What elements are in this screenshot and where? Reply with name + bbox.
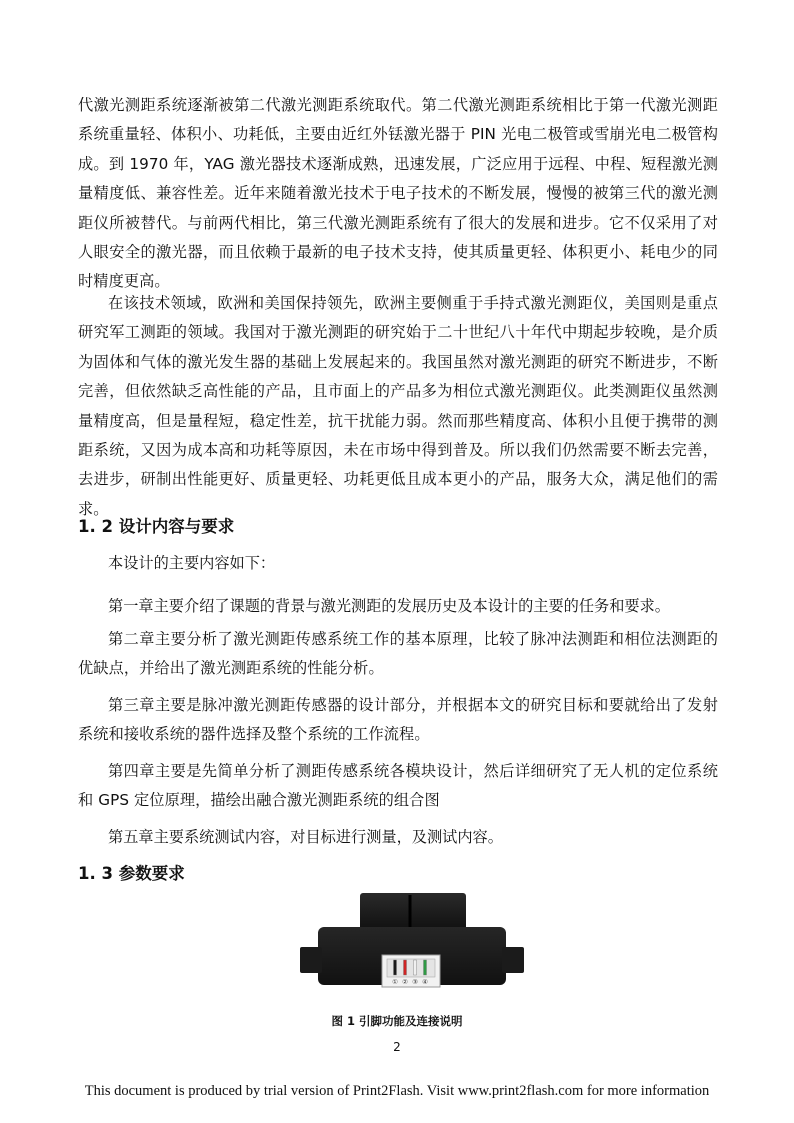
lidar-sensor-illustration	[298, 893, 526, 993]
pin-label: ②	[402, 978, 408, 986]
section-heading-design-content: 1. 2 设计内容与要求	[78, 517, 235, 536]
figure-caption: 图 1 引脚功能及连接说明	[331, 1014, 463, 1028]
paragraph-domestic-status: 在该技术领域，欧洲和美国保持领先，欧洲主要侧重于手持式激光测距仪，美国则是重点研究军工测距的领域。我国对于激光测距的研究始于二十世纪八十年代中期起步较晚，是介质为固体和气体的激光发生器的基础上发展起来的。我国虽然对激光测距的研究不断进步，不断完善，但依然缺乏高性能的产品，且市面上的产品多为相位式激光测距仪。此类测距仪虽然测量精度高，但是量程短，稳定性差，抗干扰能力弱。然而那些精度高、体积小且便于携带的测距系统，又因为成本高和功耗等原因，未在市场中得到普及。所以我们仍然需要不断去完善，去进步，研制出性能更好、质量更轻、功耗更低且成本更小的产品，服务大众，满足他们的需求。	[78, 294, 718, 518]
chapter-2-summary: 第二章主要分析了激光测距传感系统工作的基本原理，比较了脉冲法测距和相位法测距的优缺点，并给出了激光测距系统的性能分析。	[78, 630, 718, 678]
page-number: 2	[393, 1040, 401, 1054]
left-mount-tab	[300, 947, 322, 973]
chapter-4-summary: 第四章主要是先简单分析了测距传感系统各模块设计，然后详细研究了无人机的定位系统和 GPS 定位原理，描绘出融合激光测距系统的组合图	[78, 762, 718, 810]
connector-wire	[424, 960, 427, 975]
sensor-module-figure	[298, 893, 526, 993]
connector-wire	[404, 960, 407, 975]
chapter-5-summary: 第五章主要系统测试内容，对目标进行测量，及测试内容。	[108, 828, 503, 846]
connector-wire	[394, 960, 397, 975]
chapter-1-summary: 第一章主要介绍了课题的背景与激光测距的发展历史及本设计的主要的任务和要求。	[108, 597, 670, 615]
connector-wire	[414, 960, 417, 975]
pin-label: ③	[412, 978, 418, 986]
chapter-3-summary: 第三章主要是脉冲激光测距传感器的设计部分，并根据本文的研究目标和要就给出了发射系统和接收系统的器件选择及整个系统的工作流程。	[78, 696, 718, 744]
pin-label: ④	[422, 978, 428, 986]
section-heading-parameters: 1. 3 参数要求	[78, 864, 185, 883]
paragraph-history: 代激光测距系统逐渐被第二代激光测距系统取代。第二代激光测距系统相比于第一代激光测距系统重量轻、体积小、功耗低，主要由近红外铥激光器于 PIN 光电二极管或雪崩光电二极管构成。到 1970 年，YAG 激光器技术逐渐成熟，迅速发展，广泛应用于远程、中程、短程激光测量精度低、兼容性差。近年来随着激光技术于电子技术的不断发展，慢慢的被第三代的激光测距仪所被替代。与前两代相比，第三代激光测距系统有了很大的发展和进步。它不仅采用了对人眼安全的激光器，而且依赖于最新的电子技术支持，使其质量更轻、体积更小、耗电少的同时精度更高。	[78, 96, 718, 291]
pin-label: ①	[392, 978, 398, 986]
content-intro: 本设计的主要内容如下：	[108, 554, 276, 572]
right-mount-tab	[502, 947, 524, 973]
trial-watermark-footer: This document is produced by trial version of Print2Flash. Visit www.print2flash.com for more information	[84, 1083, 710, 1099]
